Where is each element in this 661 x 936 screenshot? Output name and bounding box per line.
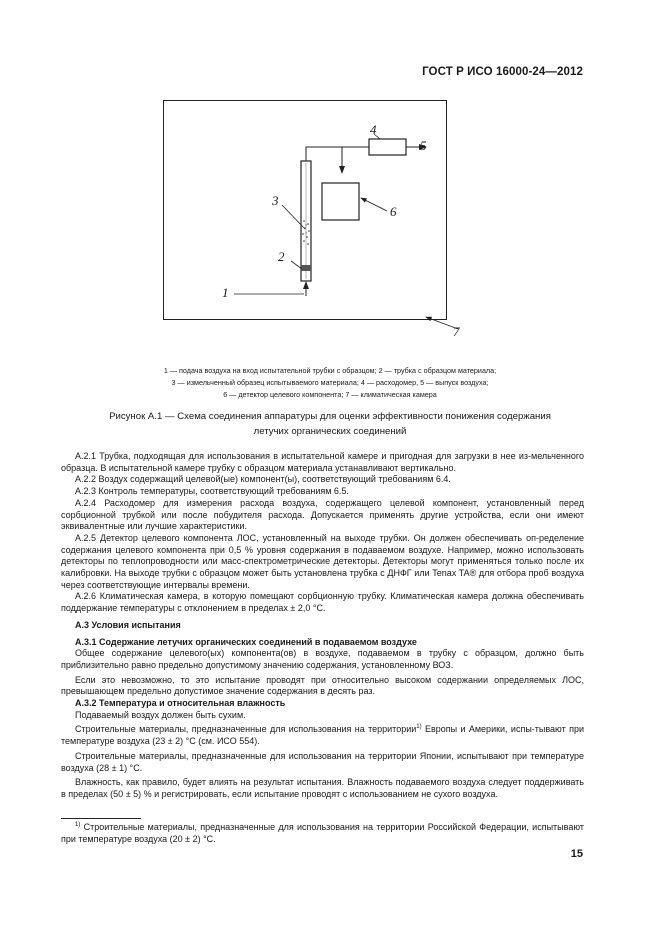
caption-line: летучих органических соединений (253, 426, 407, 437)
paragraph: Если это невозможно, то это испытание проводят при относительно высоком содержании определяемых ЛОС, превышающем предельно допустимое значение содержания в десять раз. (61, 674, 584, 697)
paragraph: А.2.4 Расходомер для измерения расхода воздуха, содержащего целевой компонент, установленный перед сорбционной трубкой или после побудителя расхода. Допускается применять другие устройства, если они имеют эквивалентные или лучшие характеристики. (61, 497, 584, 532)
legend-line: 3 — измельченный образец испытываемого материала; 4 — расходомер, 5 — выпуск воздуха; (171, 378, 489, 387)
section-heading: А.3 Условия испытания (75, 619, 181, 630)
footnote-ref[interactable]: 1) (416, 724, 422, 731)
document-id: ГОСТ Р ИСО 16000-24—2012 (422, 66, 583, 78)
paragraph: Общее содержание целевого(ых) компонента(ов) в воздухе, подаваемом в трубку с образцом, должно быть приблизительно равно предельно допустимому значению содержания, установленному ВОЗ. (61, 648, 584, 670)
leader-6 (361, 198, 387, 211)
figure-caption (80, 409, 580, 439)
footnote-marker: 1) (75, 822, 81, 828)
text-run: Европы и Америки, испы-тывают при температуре воздуха (23 ± 2) °С (см. ИСО 554). (61, 724, 584, 747)
detector-box (322, 183, 359, 220)
caption-line: Рисунок А.1 — Схема соединения аппаратуры для оценки эффективности понижения содержания (109, 411, 551, 422)
paragraph: А.2.2 Воздух содержащий целевой(ые) компонент(ы), соответствующий требованиям 6.4. (75, 474, 451, 485)
paragraph: А.2.1 Трубка, подходящая для использования в испытательной камере и пригодная для загрузки в нее из-мельченного образца. В испытательной камере трубку с образцом материала устанавливают вертикально. (61, 451, 584, 473)
label-2: 2 (278, 249, 285, 264)
paragraph (61, 724, 584, 747)
page-number: 15 (570, 848, 583, 860)
label-5: 5 (420, 138, 427, 153)
apparatus-diagram (163, 100, 460, 339)
paragraph: Влажность, как правило, будет влиять на результат испытания. Влажность подаваемого воздуха следует поддерживать в пределах (50 ± 5) % и регистрировать, если испытание проводят с использованием не сухого воздуха. (61, 777, 584, 799)
text-run: Строительные материалы, предназначенные для использования на территории Российской Федерации, испытывают при температуре воздуха (20 ± 2) °С. (61, 822, 584, 844)
legend-line: 6 — детектор целевого компонента; 7 — климатическая камера (223, 390, 437, 399)
footnote-divider (61, 818, 141, 819)
label-4: 4 (370, 122, 377, 137)
paragraph: А.2.6 Климатическая камера, в которую помещают сорбционную трубку. Климатическая камера должна обеспечивать поддержание температуры с отклонением в пределах ± 2,0 °С. (61, 591, 584, 614)
label-6: 6 (390, 204, 397, 219)
tube-bottom-plug (301, 265, 311, 271)
legend-line: 1 — подача воздуха на вход испытательной трубки с образцом; 2 — трубка с образцом материала; (163, 366, 497, 375)
text-run: Строительные материалы, предназначенные для использования на территории (75, 724, 417, 735)
body-text (61, 451, 584, 801)
label-1: 1 (222, 285, 229, 300)
leader-2 (291, 261, 302, 269)
subsection-heading: А.3.1 Содержание летучих органических соединений в подаваемом воздухе (75, 636, 417, 647)
outlet-pipe (306, 147, 369, 161)
paragraph: А.2.3 Контроль температуры, соответствующий требованиям 6.5. (75, 486, 349, 497)
paragraph: А.2.5 Детектор целевого компонента ЛОС, установленный на выходе трубки. Он должен обеспечивать оп-ределение содержания целевого компонента при 0,5 % уровня содержания в подаваемом воздухе. Например, можно использовать детекторы по теплопроводности или масс-спектрометрические детекторы. Детекторы могут применяться только после их калибровки. На выходе трубки с образцом может быть установлена трубка с ДНФГ или Tenax TA® для отбора проб воздуха через соответствующие интервалы времени. (61, 532, 584, 590)
figure-legend (80, 365, 580, 401)
subsection-heading: А.3.2 Температура и относительная влажность (75, 698, 286, 709)
diagram-drawing (164, 101, 446, 319)
flowmeter-box (369, 139, 406, 155)
paragraph: Строительные материалы, предназначенные для использования на территории Японии, испытывают при температуре воздуха (28 ± 1) °С. (61, 750, 584, 773)
footnote (61, 822, 584, 845)
footnote-text (61, 822, 584, 845)
label-7: 7 (453, 324, 460, 339)
label-3: 3 (272, 193, 279, 208)
paragraph: Подаваемый воздух должен быть сухим. (75, 709, 246, 720)
